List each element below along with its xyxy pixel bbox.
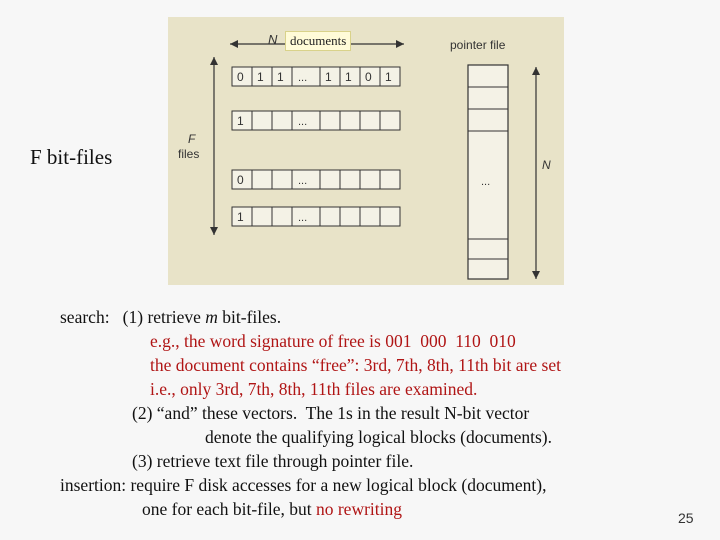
search-text: search: (1) retrieve (60, 307, 206, 327)
f-label: F (188, 132, 196, 146)
bit: 1 (237, 210, 244, 224)
pointer-file-column (468, 65, 508, 279)
n-right-label: N (542, 158, 551, 172)
ie-line: i.e., only 3rd, 7th, 8th, 11th files are examined. (150, 379, 478, 399)
bit: 1 (237, 114, 244, 128)
bit: 0 (365, 70, 372, 84)
eg-line: e.g., the word signature of free is 001 000 110 010 (150, 331, 516, 351)
one-each-text: one for each bit-file, but (142, 499, 316, 519)
ellipsis: ... (298, 116, 308, 128)
search-line (60, 305, 281, 329)
bit: 0 (237, 173, 244, 187)
documents-label: documents (285, 31, 351, 51)
retrieve-line: (3) retrieve text file through pointer file. (132, 451, 414, 471)
bit-file-row-4 (232, 207, 400, 226)
bit: 1 (257, 70, 264, 84)
ellipsis: ... (298, 212, 308, 224)
search-tail: bit-files. (217, 307, 282, 327)
bit-file-row-3 (232, 170, 400, 189)
document-line: the document contains “free”: 3rd, 7th, 8th, 11th bit are set (150, 355, 561, 375)
insertion-line: insertion: require F disk accesses for a new logical block (document), (60, 475, 547, 495)
and-line: (2) “and” these vectors. The 1s in the result N-bit vector (132, 403, 530, 423)
pointer-ellipsis: ... (481, 176, 491, 188)
denote-line: denote the qualifying logical blocks (documents). (205, 427, 552, 447)
pointer-file-label: pointer file (450, 38, 506, 52)
bit-file-row-1 (232, 67, 400, 86)
files-label: files (178, 147, 200, 161)
search-m: m (205, 307, 218, 327)
one-each-line (142, 497, 402, 521)
bit: 1 (325, 70, 332, 84)
bit: 1 (345, 70, 352, 84)
no-rewriting-text: no rewriting (315, 499, 402, 519)
ellipsis: ... (298, 175, 308, 187)
ellipsis: ... (298, 72, 308, 84)
bit: 0 (237, 70, 244, 84)
f-bit-files-label: F bit-files (30, 145, 113, 169)
n-label: N (268, 32, 278, 47)
page-number: 25 (678, 510, 694, 526)
bit: 1 (277, 70, 284, 84)
bit-file-figure (168, 17, 564, 285)
bit-file-diagram (168, 17, 564, 285)
bit-file-row-2 (232, 111, 400, 130)
bit: 1 (385, 70, 392, 84)
